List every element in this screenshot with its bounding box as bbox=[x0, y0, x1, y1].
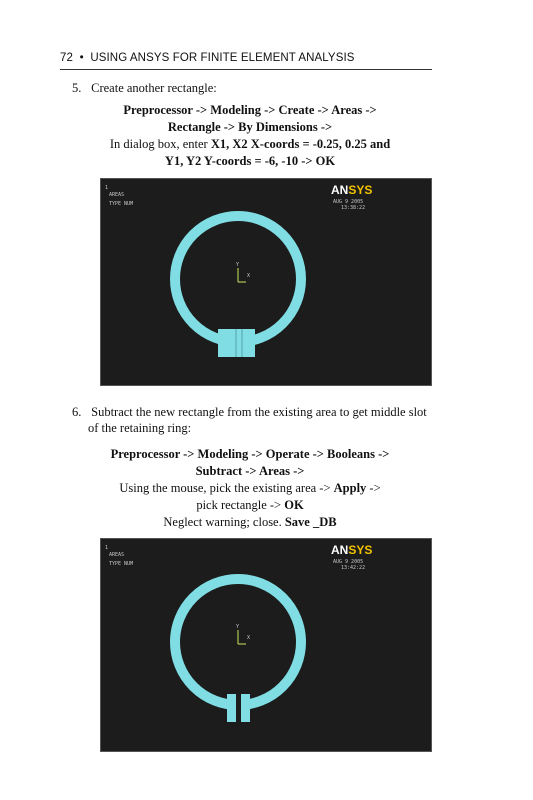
step-6-command-2 bbox=[70, 463, 430, 479]
axis-y-label: Y bbox=[236, 262, 240, 268]
screen1-corner-number: 1 bbox=[105, 185, 109, 191]
step-6-line3-suffix: -> bbox=[366, 481, 381, 495]
axis-triad bbox=[236, 262, 250, 282]
step-5-command-3 bbox=[70, 136, 430, 152]
step-5-line2: Rectangle -> By Dimensions -> bbox=[167, 120, 333, 134]
step-6-command-5 bbox=[70, 514, 430, 530]
axis-triad bbox=[236, 624, 250, 644]
axis-y-label: Y bbox=[236, 624, 240, 630]
page-number: 72 bbox=[60, 52, 73, 64]
header-bullet: • bbox=[79, 52, 84, 64]
header-title: USING ANSYS FOR FINITE ELEMENT ANALYSIS bbox=[90, 52, 355, 64]
step-5-line1: Preprocessor -> Modeling -> Create -> Areas -> bbox=[123, 103, 377, 117]
screen2-areas-label: AREAS bbox=[109, 552, 125, 558]
step-6-line5-prefix: Neglect warning; close. bbox=[163, 515, 285, 529]
screen1-type-label: TYPE NUM bbox=[109, 201, 134, 207]
retaining-ring-shape bbox=[175, 216, 301, 357]
step-6-command-3 bbox=[70, 480, 430, 496]
step-6-line4-prefix: pick rectangle -> bbox=[196, 498, 285, 512]
screen2-date: AUG 9 2005 bbox=[333, 559, 364, 565]
step-6-text-line1: Subtract the new rectangle from the existing area to get middle slot bbox=[91, 405, 427, 419]
ansys-logo: ANSYS bbox=[331, 183, 373, 197]
running-header bbox=[60, 52, 432, 64]
screen2-type-label: TYPE NUM bbox=[109, 561, 134, 567]
screen2-corner-number: 1 bbox=[105, 545, 109, 551]
ansys-plot-2 bbox=[101, 539, 431, 751]
step-5-line4: Y1, Y2 Y-coords = -6, -10 -> OK bbox=[164, 154, 336, 168]
step-6-line3-prefix: Using the mouse, pick the existing area -> bbox=[119, 481, 334, 495]
step-6-continued bbox=[88, 420, 191, 436]
step-6 bbox=[72, 404, 427, 420]
screen1-time: 13:38:22 bbox=[341, 205, 366, 211]
ansys-screen-1 bbox=[100, 178, 432, 386]
ansys-logo: ANSYS bbox=[331, 543, 373, 557]
step-5-command-1 bbox=[70, 102, 430, 118]
step-5-text: Create another rectangle: bbox=[91, 81, 217, 95]
step-6-number: 6. bbox=[72, 405, 82, 419]
step-6-line5-bold: Save _DB bbox=[284, 515, 337, 529]
axis-x-label: X bbox=[247, 273, 251, 279]
step-6-line4-bold: OK bbox=[284, 498, 304, 512]
screen1-date: AUG 9 2005 bbox=[333, 199, 364, 205]
step-6-line1: Preprocessor -> Modeling -> Operate -> Booleans -> bbox=[110, 447, 390, 461]
screen1-areas-label: AREAS bbox=[109, 192, 125, 198]
step-5 bbox=[72, 80, 217, 96]
step-6-line2: Subtract -> Areas -> bbox=[195, 464, 305, 478]
step-6-text-line2: of the retaining ring: bbox=[88, 421, 192, 435]
ansys-plot-1 bbox=[101, 179, 431, 385]
step-5-line3-prefix: In dialog box, enter bbox=[109, 137, 211, 151]
step-5-command-2 bbox=[70, 119, 430, 135]
slotted-ring-shape bbox=[175, 579, 301, 725]
header-divider bbox=[60, 69, 432, 70]
step-6-line3-bold: Apply bbox=[333, 481, 367, 495]
step-5-line3-bold: X1, X2 X-coords = -0.25, 0.25 and bbox=[210, 137, 391, 151]
step-6-command-1 bbox=[70, 446, 430, 462]
step-5-command-4 bbox=[70, 153, 430, 169]
axis-x-label: X bbox=[247, 635, 251, 641]
ansys-screen-2 bbox=[100, 538, 432, 752]
screen2-time: 13:42:22 bbox=[341, 565, 366, 571]
step-5-number: 5. bbox=[72, 81, 82, 95]
step-6-command-4 bbox=[70, 497, 430, 513]
